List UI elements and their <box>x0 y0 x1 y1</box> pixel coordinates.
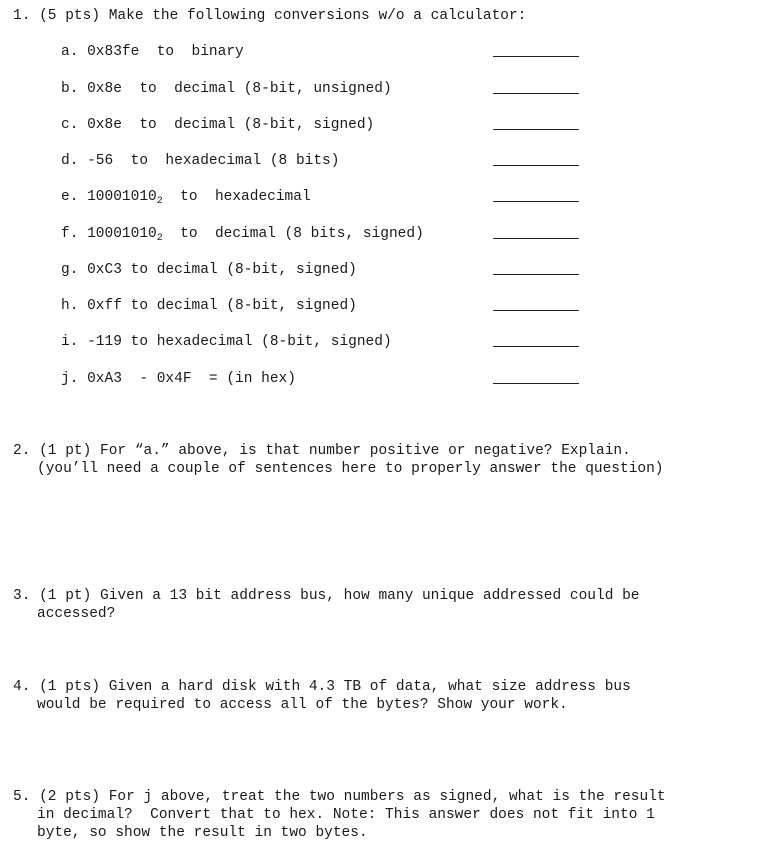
answer-blank-g[interactable] <box>493 274 579 275</box>
q1-item-e <box>61 188 311 206</box>
question-4-line-2: would be required to access all of the bytes? Show your work. <box>37 697 568 713</box>
question-4-line-1: 4. (1 pts) Given a hard disk with 4.3 TB of data, what size address bus <box>13 679 631 695</box>
question-5-line-2: in decimal? Convert that to hex. Note: This answer does not fit into 1 <box>37 807 655 823</box>
q1-item-f-rest: to decimal (8 bits, signed) <box>162 226 424 242</box>
answer-blank-b[interactable] <box>493 93 579 94</box>
q1-item-e-base-subscript: 2 <box>156 196 163 207</box>
q1-item-h: h. 0xff to decimal (8-bit, signed) <box>61 298 357 314</box>
answer-blank-e[interactable] <box>493 201 579 202</box>
question-2-line-1: 2. (1 pt) For “a.” above, is that number positive or negative? Explain. <box>13 443 631 459</box>
q1-item-j: j. 0xA3 - 0x4F = (in hex) <box>61 371 296 387</box>
question-1-header: 1. (5 pts) Make the following conversions w/o a calculator: <box>13 8 527 24</box>
answer-blank-a[interactable] <box>493 56 579 57</box>
q1-item-a: a. 0x83fe to binary <box>61 44 244 60</box>
question-5-line-1: 5. (2 pts) For j above, treat the two numbers as signed, what is the result <box>13 789 666 805</box>
q1-item-c: c. 0x8e to decimal (8-bit, signed) <box>61 117 375 133</box>
question-2-line-2: (you’ll need a couple of sentences here to properly answer the question) <box>37 461 664 477</box>
answer-blank-c[interactable] <box>493 129 579 130</box>
answer-blank-f[interactable] <box>493 238 579 239</box>
answer-blank-d[interactable] <box>493 165 579 166</box>
q1-item-i: i. -119 to hexadecimal (8-bit, signed) <box>61 334 392 350</box>
q1-item-b: b. 0x8e to decimal (8-bit, unsigned) <box>61 81 392 97</box>
q1-item-g: g. 0xC3 to decimal (8-bit, signed) <box>61 262 357 278</box>
q1-item-f-base-subscript: 2 <box>156 233 163 244</box>
answer-blank-i[interactable] <box>493 346 579 347</box>
q1-item-e-number: e. 10001010 <box>61 189 157 205</box>
q1-item-d: d. -56 to hexadecimal (8 bits) <box>61 153 340 169</box>
q1-item-f-number: f. 10001010 <box>61 226 157 242</box>
q1-item-f <box>61 225 424 243</box>
q1-item-e-rest: to hexadecimal <box>162 189 311 205</box>
answer-blank-h[interactable] <box>493 310 579 311</box>
question-3-line-2: accessed? <box>37 606 116 622</box>
question-5-line-3: byte, so show the result in two bytes. <box>37 825 368 841</box>
question-3-line-1: 3. (1 pt) Given a 13 bit address bus, how many unique addressed could be <box>13 588 640 604</box>
answer-blank-j[interactable] <box>493 383 579 384</box>
